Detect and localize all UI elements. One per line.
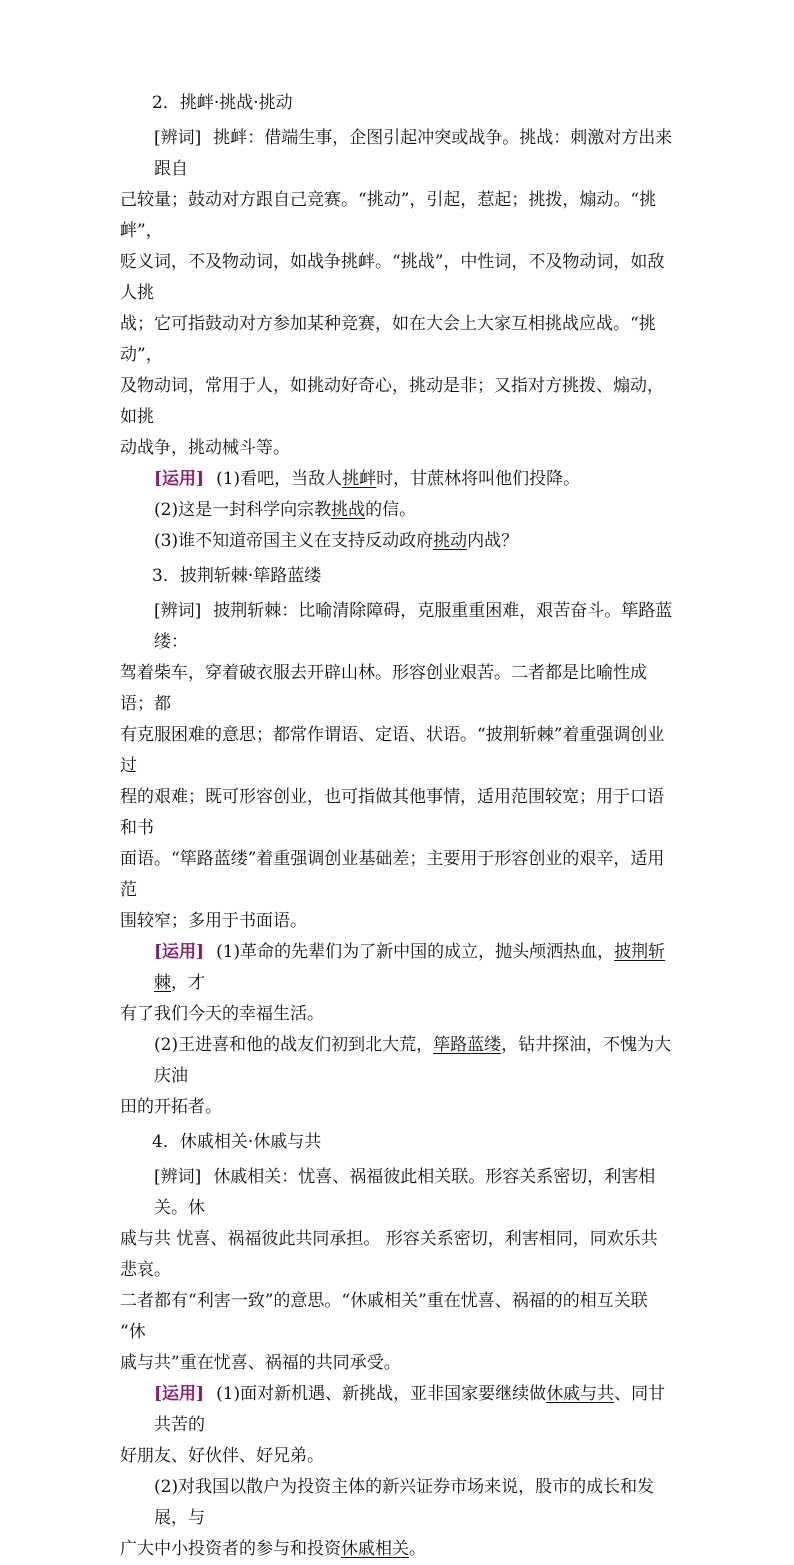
bianci-tag: [辨词]	[154, 1167, 202, 1187]
yunyong-paragraph: [运用] (1)面对新机遇、新挑战，亚非国家要继续做休戚与共、同甘共苦的 好朋友、好伙伴、好兄弟。 (2)对我国以散户为投资主体的新兴证券市场来说，股市的成长和发展，与 广大中小投资者的参与和投资休戚相关。	[120, 1379, 674, 1565]
bianci-line: 挑衅：借端生事，企图引起冲突或战争。挑战：刺激对方出来跟自	[154, 128, 673, 179]
bianci-tag: [辨词]	[154, 128, 202, 148]
section-heading: 3．披荆斩棘·筚路蓝缕	[152, 566, 322, 586]
section-4	[120, 1129, 674, 1565]
example-line: (3)谁不知道帝国主义在支持反动政府挑动内战？	[154, 531, 519, 551]
section-heading: 4．休戚相关·休戚与共	[152, 1132, 322, 1152]
bianci-line: 贬义词，不及物动词，如战争挑衅。“挑战”，中性词，不及物动词，如敌人挑	[120, 252, 665, 303]
example-line: (2)对我国以散户为投资主体的新兴证券市场来说，股市的成长和发展，与	[154, 1477, 655, 1528]
example-line: 田的开拓者。	[120, 1097, 222, 1117]
bianci-paragraph	[120, 596, 674, 937]
bianci-line: 己较量；鼓动对方跟自己竞赛。“挑动”，引起，惹起；挑拨，煽动。“挑衅”，	[120, 190, 657, 241]
yunyong-tag: [运用]	[154, 469, 205, 489]
bianci-line: 及物动词，常用于人，如挑动好奇心，挑动是非；又指对方挑拨、煽动，如挑	[120, 376, 664, 427]
bianci-line: 围较窄；多用于书面语。	[120, 911, 307, 931]
yunyong-tag: [运用]	[154, 942, 205, 962]
bianci-line: 披荆斩棘：比喻清除障碍，克服重重困难，艰苦奋斗。筚路蓝缕：	[154, 601, 673, 652]
bianci-line: 动战争，挑动械斗等。	[120, 438, 290, 458]
bianci-line: 战；它可指鼓动对方参加某种竞赛，如在大会上大家互相挑战应战。“挑动”，	[120, 314, 656, 365]
bianci-line: 有克服困难的意思；都常作谓语、定语、状语。“披荆斩棘”着重强调创业过	[120, 725, 665, 776]
bianci-tag: [辨词]	[154, 601, 202, 621]
underlined-term: 披荆斩棘	[154, 942, 666, 993]
bianci-paragraph	[120, 1162, 674, 1379]
bianci-line: 休戚相关：忧喜、祸福彼此相关联。形容关系密切，利害相关。休	[154, 1167, 656, 1218]
underlined-term: 休戚与共	[546, 1384, 615, 1404]
underlined-term: 休戚相关	[341, 1539, 409, 1559]
underlined-term: 挑衅	[342, 469, 377, 489]
underlined-term: 筚路蓝缕	[433, 1035, 502, 1055]
yunyong-paragraph: [运用] (1)革命的先辈们为了新中国的成立，抛头颅洒热血，披荆斩棘，才 有了我们今天的幸福生活。 (2)王进喜和他的战友们初到北大荒，筚路蓝缕，钻井探油，不愧为大庆油 田的开拓者。	[120, 937, 674, 1123]
example-line: 好朋友、好伙伴、好兄弟。	[120, 1446, 324, 1466]
example-line: 广大中小投资者的参与和投资休戚相关。	[120, 1539, 426, 1559]
bianci-line: 二者都有“利害一致”的意思。“休戚相关”重在忧喜、祸福的的相互关联 “休	[120, 1291, 648, 1342]
yunyong-tag: [运用]	[154, 1384, 205, 1404]
underlined-term: 挑战	[331, 500, 366, 520]
example-line: (2)这是一封科学向宗教挑战的信。	[154, 500, 417, 520]
example-line: 有了我们今天的幸福生活。	[120, 1004, 324, 1024]
bianci-line: 程的艰难；既可形容创业，也可指做其他事情，适用范围较宽；用于口语和书	[120, 787, 664, 838]
example-line: (2)王进喜和他的战友们初到北大荒，筚路蓝缕，钻井探油，不愧为大庆油	[154, 1035, 672, 1086]
yunyong-paragraph: [运用] (1)看吧，当敌人挑衅时，甘蔗林将叫他们投降。 (2)这是一封科学向宗教挑战的信。 (3)谁不知道帝国主义在支持反动政府挑动内战？	[120, 464, 674, 557]
section-2	[120, 90, 674, 557]
bianci-line: 戚与共”重在忧喜、祸福的共同承受。	[120, 1353, 401, 1373]
underlined-term: 挑动	[433, 531, 468, 551]
bianci-line: 面语。“筚路蓝缕”着重强调创业基础差；主要用于形容创业的艰辛，适用范	[120, 849, 665, 900]
section-heading: 2．挑衅·挑战·挑动	[152, 93, 293, 113]
bianci-line: 戚与共 忧喜、祸福彼此共同承担。 形容关系密切，利害相同，同欢乐共悲哀。	[120, 1229, 658, 1280]
bianci-line: 驾着柴车，穿着破衣服去开辟山林。形容创业艰苦。二者都是比喻性成语；都	[120, 663, 647, 714]
bianci-paragraph	[120, 123, 674, 464]
section-3	[120, 563, 674, 1123]
